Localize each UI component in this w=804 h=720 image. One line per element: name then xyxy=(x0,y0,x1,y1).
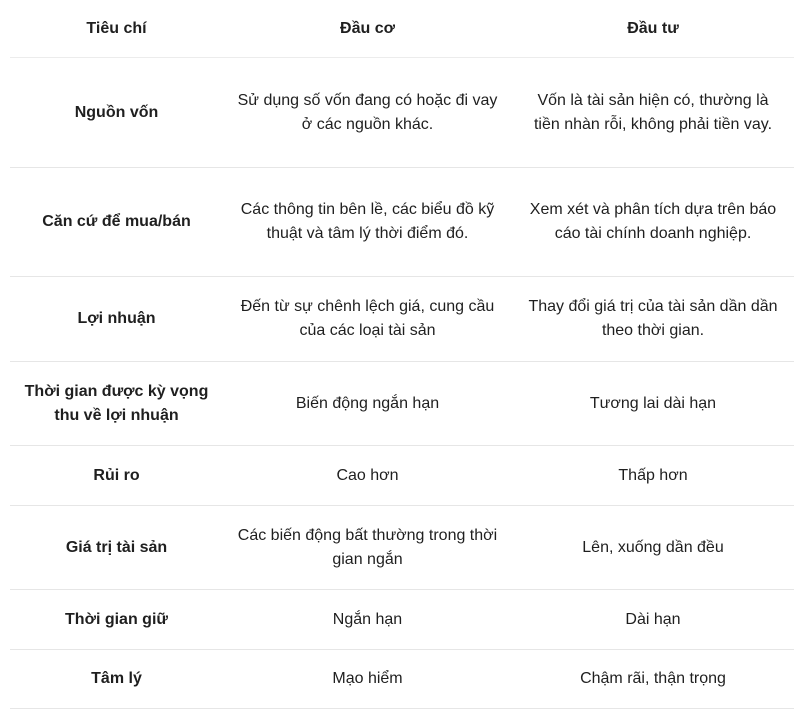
criteria-cell: Lợi nhuận xyxy=(77,310,156,327)
comparison-table xyxy=(10,0,794,709)
investment-cell: Thấp hơn xyxy=(618,466,688,484)
table-row xyxy=(10,650,794,709)
table-row xyxy=(10,506,794,590)
speculation-cell: Biến động ngắn hạn xyxy=(295,394,440,412)
criteria-cell: Thời gian được kỳ vọng thu về lợi nhuận xyxy=(24,382,209,424)
speculation-cell: Sử dụng số vốn đang có hoặc đi vay ở các nguồn khác. xyxy=(237,91,498,133)
investment-cell: Xem xét và phân tích dựa trên báo cáo tài chính doanh nghiệp. xyxy=(529,201,777,242)
criteria-cell: Giá trị tài sản xyxy=(65,538,168,556)
header-criteria: Tiêu chí xyxy=(86,19,147,37)
table-header-row xyxy=(10,0,794,58)
header-investment: Đầu tư xyxy=(627,19,679,37)
table-row xyxy=(10,277,794,362)
investment-cell: Thay đổi giá trị của tài sản dần dần theo thời gian. xyxy=(528,298,778,339)
speculation-cell: Đến từ sự chênh lệch giá, cung cầu của các loại tài sản xyxy=(240,298,495,339)
header-speculation: Đầu cơ xyxy=(340,19,395,37)
table-row xyxy=(10,362,794,446)
investment-cell: Lên, xuống dần đều xyxy=(582,538,724,556)
criteria-cell: Thời gian giữ xyxy=(65,610,168,628)
investment-cell: Vốn là tài sản hiện có, thường là tiền nhàn rỗi, không phải tiền vay. xyxy=(533,91,773,133)
criteria-cell: Căn cứ để mua/bán xyxy=(42,213,191,230)
speculation-cell: Mạo hiểm xyxy=(332,670,403,687)
speculation-cell: Các thông tin bên lề, các biểu đồ kỹ thuật và tâm lý thời điểm đó. xyxy=(240,201,495,242)
table-row xyxy=(10,58,794,168)
criteria-cell: Rủi ro xyxy=(93,466,140,484)
criteria-cell: Nguồn vốn xyxy=(74,103,159,121)
investment-cell: Tương lai dài hạn xyxy=(589,394,717,412)
speculation-cell: Ngắn hạn xyxy=(332,610,403,628)
speculation-cell: Các biến động bất thường trong thời gian ngắn xyxy=(237,526,498,568)
speculation-cell: Cao hơn xyxy=(336,466,399,484)
investment-cell: Chậm rãi, thận trọng xyxy=(580,670,726,687)
investment-cell: Dài hạn xyxy=(625,610,681,628)
table-row xyxy=(10,446,794,506)
table-row xyxy=(10,168,794,277)
table-row xyxy=(10,590,794,650)
criteria-cell: Tâm lý xyxy=(91,670,142,687)
